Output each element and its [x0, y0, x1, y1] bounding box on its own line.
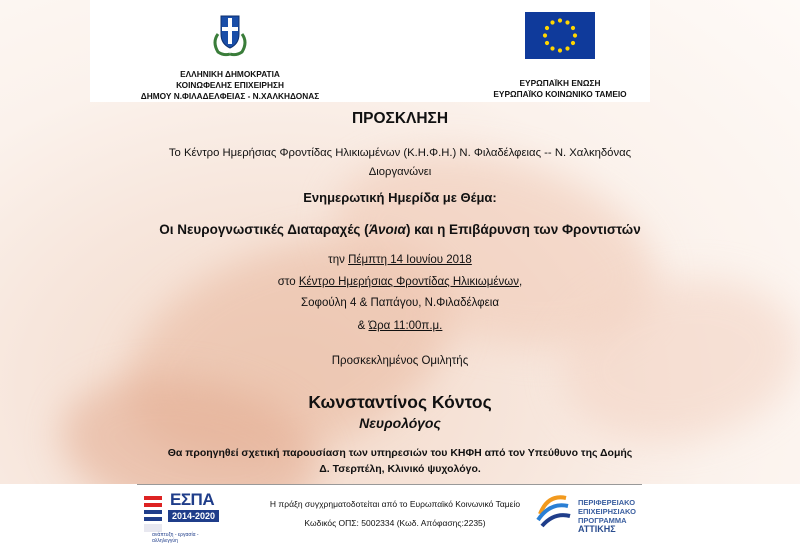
- event-venue: [0, 276, 800, 288]
- header-left-line3: ΔΗΜΟΥ Ν.ΦΙΛΑΔΕΛΦΕΙΑΣ - Ν.ΧΑΛΚΗΔΟΝΑΣ: [140, 91, 320, 101]
- eu-star: [565, 20, 569, 24]
- header-left: [95, 0, 365, 102]
- time-prefix: &: [357, 320, 369, 332]
- eu-star: [543, 33, 547, 37]
- espa-subtitle: ανάπτυξη - εργασία - αλληλεγγύη: [152, 532, 199, 544]
- eu-star: [558, 48, 562, 52]
- event-topic: [0, 222, 800, 237]
- pep-line1: ΠΕΡΙΦΕΡΕΙΑΚΟ: [578, 498, 636, 507]
- eu-star: [573, 33, 577, 37]
- espa-word: ΕΣΠΑ: [170, 490, 215, 509]
- organizer-line: Το Κέντρο Ημερήσιας Φροντίδας Ηλικιωμένων (Κ.Η.Φ.Η.) Ν. Φιλαδέλφειας -- Ν. Χαλκηδόνας: [168, 147, 632, 159]
- header-left-line1: ΕΛΛΗΝΙΚΗ ΔΗΜΟΚΡΑΤΙΑ: [180, 69, 280, 79]
- funding-line: Η πράξη συγχρηματοδοτείται από το Ευρωπαϊκό Κοινωνικό Ταμείο: [269, 499, 521, 509]
- topic-italic: Άνοια: [368, 222, 406, 237]
- eu-star: [550, 20, 554, 24]
- eu-star: [545, 41, 549, 45]
- header-left-line2: ΚΟΙΝΩΦΕΛΗΣ ΕΠΙΧΕΙΡΗΣΗ: [176, 80, 284, 90]
- note-line2: Δ. Τσερπέλη, Κλινικό ψυχολόγο.: [319, 463, 481, 475]
- event-time: [0, 320, 800, 332]
- topic-pre: Οι Νευρογνωστικές Διαταραχές (: [159, 222, 369, 237]
- organizes-line: Διοργανώνει: [368, 166, 432, 178]
- event-type: Ενημερωτική Ημερίδα με Θέμα:: [303, 190, 497, 205]
- eu-star: [558, 18, 562, 22]
- event-date: [0, 254, 800, 266]
- invitation-title: ΠΡΟΣΚΛΗΣΗ: [351, 110, 449, 127]
- eu-star: [571, 26, 575, 30]
- greek-emblem-icon: [210, 8, 250, 58]
- eu-star: [565, 46, 569, 50]
- pep-attica-text: [578, 498, 636, 534]
- espa-years: 2014-2020: [168, 510, 219, 522]
- pep-line2: ΕΠΙΧΕΙΡΗΣΙΑΚΟ: [578, 507, 636, 516]
- date-prefix: την: [328, 254, 349, 266]
- speaker-role: Νευρολόγος: [359, 415, 441, 431]
- footer-divider: [137, 484, 642, 485]
- venue-suffix: ,: [519, 276, 523, 288]
- eu-star: [571, 41, 575, 45]
- header-right-line1: ΕΥΡΩΠΑΪΚΗ ΕΝΩΣΗ: [519, 78, 601, 88]
- venue-prefix: στο: [277, 276, 299, 288]
- pep-line3: ΠΡΟΓΡΑΜΜΑ: [578, 516, 627, 525]
- venue-value: Κέντρο Ημερήσιας Φροντίδας Ηλικιωμένων: [298, 276, 519, 288]
- eu-star: [550, 46, 554, 50]
- invited-speaker-label: Προσκεκλημένος Ομιλητής: [331, 355, 469, 367]
- event-address: Σοφούλη 4 & Παπάγου, Ν.Φιλαδέλφεια: [301, 297, 499, 309]
- ops-code-line: Κωδικός ΟΠΣ: 5002334 (Κωδ. Απόφασης:2235): [304, 518, 486, 528]
- header-right: [470, 0, 650, 102]
- header-right-line2: ΕΥΡΩΠΑΪΚΟ ΚΟΙΝΩΝΙΚΟ ΤΑΜΕΙΟ: [493, 89, 627, 99]
- time-value: Ώρα 11:00π.μ.: [368, 320, 443, 332]
- speaker-name: Κωνσταντίνος Κόντος: [308, 392, 492, 412]
- pep-attica-logo-icon: [534, 490, 574, 530]
- pep-line4: ΑΤΤΙΚΗΣ: [578, 524, 616, 534]
- note-line1: Θα προηγηθεί σχετική παρουσίαση των υπηρεσιών του ΚΗΦΗ από τον Υπεύθυνο της Δομής: [167, 447, 633, 459]
- date-value: Πέμπτη 14 Ιουνίου 2018: [348, 254, 472, 266]
- eu-flag-icon: [525, 12, 595, 59]
- eu-star: [545, 26, 549, 30]
- topic-post: ) και η Επιβάρυνση των Φροντιστών: [405, 222, 641, 237]
